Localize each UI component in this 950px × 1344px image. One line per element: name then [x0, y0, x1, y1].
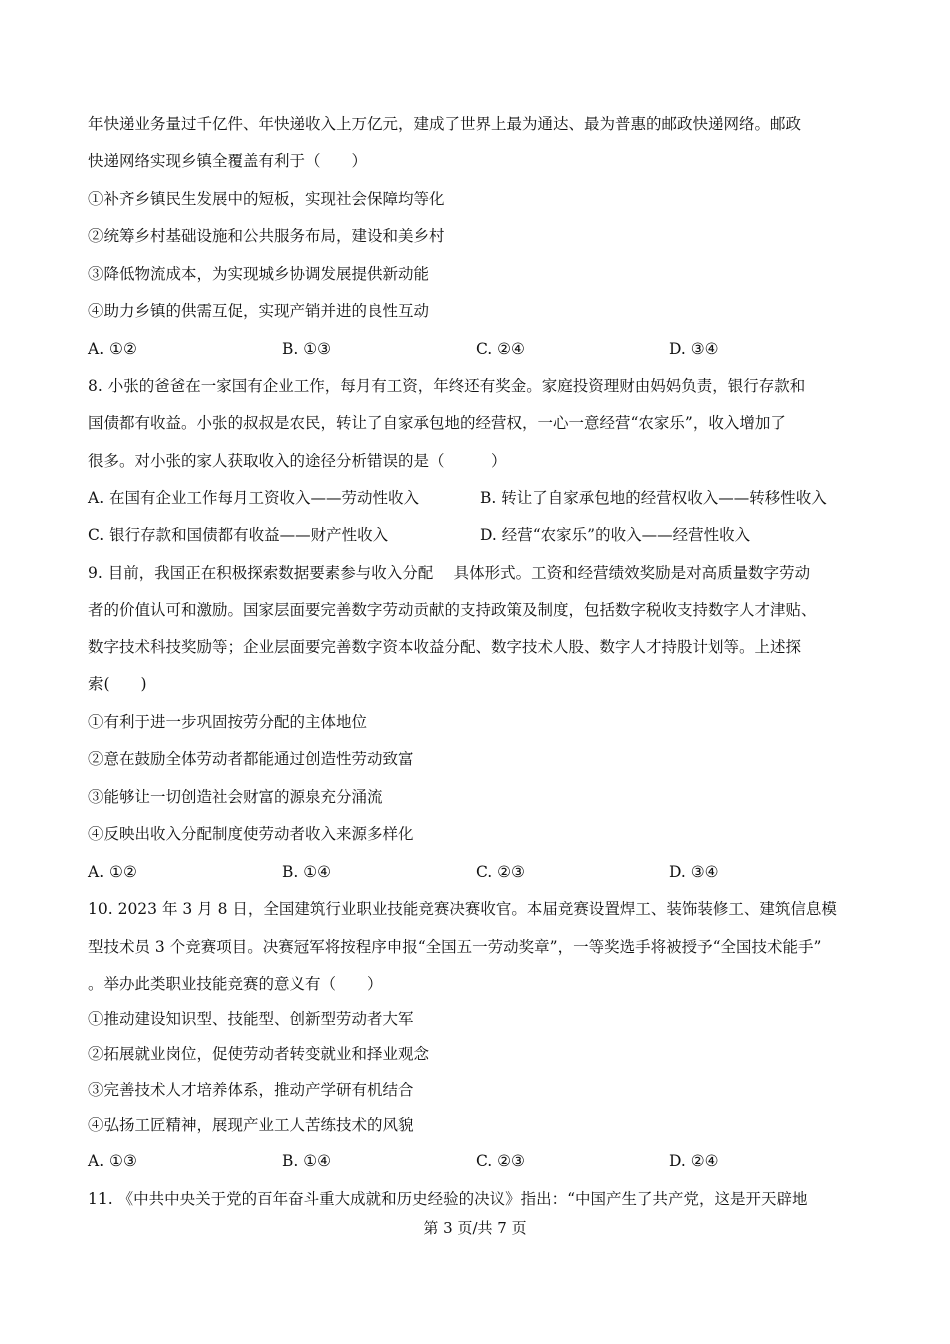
q10-option-d[interactable]: D. ②④ [669, 1152, 719, 1170]
q9-stem-line-3: 数字技术科技奖励等；企业层面要完善数字资本收益分配、数字技术人股、数字人才持股计划等。上述探 [88, 638, 802, 656]
q7-statement-3: ③降低物流成本，为实现城乡协调发展提供新动能 [88, 265, 430, 283]
q9-option-a[interactable]: A. ①② [88, 863, 137, 881]
q8-stem-line-3: 很多。对小张的家人获取收入的途径分析错误的是（ ） [88, 452, 507, 470]
q7-stem-line-1: 年快递业务量过千亿件、年快递收入上万亿元，建成了世界上最为通达、最为普惠的邮政快递网络。邮政 [88, 115, 802, 133]
q9-option-d[interactable]: D. ③④ [669, 863, 719, 881]
q9-statement-3: ③能够让一切创造社会财富的源泉充分涌流 [88, 788, 383, 806]
q9-statement-2: ②意在鼓励全体劳动者都能通过创造性劳动致富 [88, 750, 414, 768]
q7-option-c[interactable]: C. ②④ [476, 340, 525, 358]
q7-stem-line-2: 快递网络实现乡镇全覆盖有利于（ ） [88, 152, 368, 170]
q9-options [88, 862, 888, 882]
q9-stem-line-1: 9. 目前，我国正在积极探索数据要素参与收入分配 具体形式。工资和经营绩效奖励是对高质量数字劳动 [88, 564, 811, 582]
q8-option-d[interactable]: D. 经营“农家乐”的收入——经营性收入 [480, 526, 751, 544]
q9-statement-4: ④反映出收入分配制度使劳动者收入来源多样化 [88, 825, 414, 843]
q9-statement-1: ①有利于进一步巩固按劳分配的主体地位 [88, 713, 368, 731]
q11-stem-line-1: 11. 《中共中央关于党的百年奋斗重大成就和历史经验的决议》指出：“中国产生了共产党，这是开天辟地 [88, 1190, 808, 1208]
q8-options-row-1 [88, 488, 888, 508]
q10-statement-2: ②拓展就业岗位，促使劳动者转变就业和择业观念 [88, 1045, 430, 1063]
q10-statement-3: ③完善技术人才培养体系，推动产学研有机结合 [88, 1081, 414, 1099]
q8-option-a[interactable]: A. 在国有企业工作每月工资收入——劳动性收入 [88, 489, 420, 507]
q7-option-b[interactable]: B. ①③ [282, 340, 332, 358]
q10-option-b[interactable]: B. ①④ [282, 1152, 332, 1170]
page-footer: 第 3 页/共 7 页 [423, 1219, 527, 1237]
q9-stem-line-4: 索( ) [88, 675, 147, 693]
q10-option-c[interactable]: C. ②③ [476, 1152, 525, 1170]
q8-option-b[interactable]: B. 转让了自家承包地的经营权收入——转移性收入 [480, 489, 827, 507]
q7-statement-2: ②统筹乡村基础设施和公共服务布局，建设和美乡村 [88, 227, 445, 245]
q9-option-c[interactable]: C. ②③ [476, 863, 525, 881]
q10-statement-4: ④弘扬工匠精神，展现产业工人苦练技术的风貌 [88, 1116, 414, 1134]
q10-option-a[interactable]: A. ①③ [88, 1152, 137, 1170]
q7-option-d[interactable]: D. ③④ [669, 340, 719, 358]
q8-stem-line-1: 8. 小张的爸爸在一家国有企业工作，每月有工资，年终还有奖金。家庭投资理财由妈妈负责，银行存款和 [88, 377, 806, 395]
q8-options-row-2 [88, 525, 888, 545]
q8-stem-line-2: 国债都有收益。小张的叔叔是农民，转让了自家承包地的经营权，一心一意经营“农家乐”，收入增加了 [88, 414, 786, 432]
q7-statement-4: ④助力乡镇的供需互促，实现产销并进的良性互动 [88, 302, 430, 320]
q10-stem-line-2: 型技术员 3 个竞赛项目。决赛冠军将按程序申报“全国五一劳动奖章”，一等奖选手将被授予“全国技术能手” [88, 938, 822, 956]
q7-options [88, 339, 888, 359]
q8-option-c[interactable]: C. 银行存款和国债都有收益——财产性收入 [88, 526, 389, 544]
q9-stem-line-2: 者的价值认可和激励。国家层面要完善数字劳动贡献的支持政策及制度，包括数字税收支持数字人才津贴、 [88, 601, 817, 619]
q10-statement-1: ①推动建设知识型、技能型、创新型劳动者大军 [88, 1010, 414, 1028]
q10-stem-line-1: 10. 2023 年 3 月 8 日，全国建筑行业职业技能竞赛决赛收官。本届竞赛设置焊工、装饰装修工、建筑信息模 [88, 900, 837, 918]
q9-option-b[interactable]: B. ①④ [282, 863, 332, 881]
q7-option-a[interactable]: A. ①② [88, 340, 137, 358]
q10-options [88, 1151, 888, 1171]
q10-stem-line-3: 。举办此类职业技能竞赛的意义有（ ） [88, 975, 383, 993]
q7-statement-1: ①补齐乡镇民生发展中的短板，实现社会保障均等化 [88, 190, 445, 208]
